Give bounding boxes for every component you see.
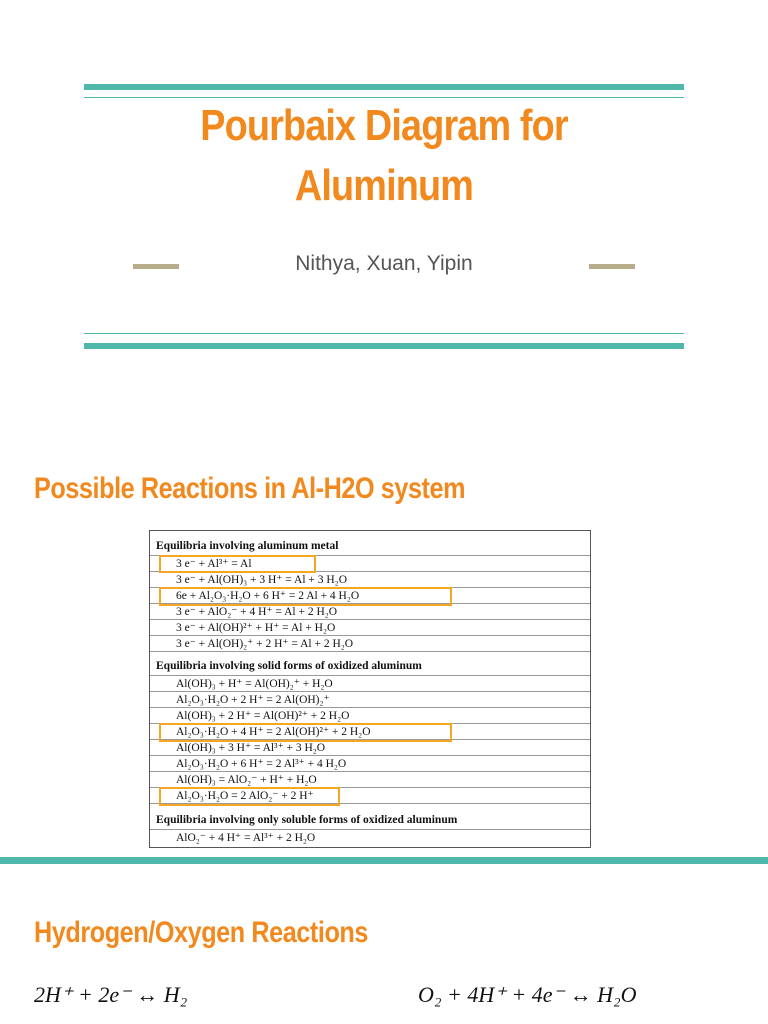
group-header-text: Equilibria involving only soluble forms of oxidized aluminum bbox=[156, 814, 458, 826]
left-dash bbox=[133, 264, 179, 269]
reactions-heading: Possible Reactions in Al-H2O system bbox=[34, 472, 466, 505]
title-line-1: Pourbaix Diagram for bbox=[200, 101, 568, 150]
table-row: 3 e⁻ + Al(OH)₂⁺ + 2 H⁺ = Al + 2 H₂O bbox=[150, 635, 590, 652]
authors: Nithya, Xuan, Yipin bbox=[295, 252, 473, 275]
table-row: 3 e⁻ + AlO₂⁻ + 4 H⁺ = Al + 2 H₂O bbox=[150, 603, 590, 620]
table-row: Al₂O₃·H₂O + 4 H⁺ = 2 Al(OH)²⁺ + 2 H₂O bbox=[150, 723, 590, 740]
oxygen-equation: O₂ + 4H⁺ + 4e⁻ ↔ H₂O bbox=[418, 982, 637, 1007]
slide-title bbox=[126, 96, 642, 216]
table-row: 3 e⁻ + Al³⁺ = Al bbox=[150, 555, 590, 572]
table-row: Al(OH)₃ = AlO₂⁻ + H⁺ + H₂O bbox=[150, 771, 590, 788]
table-group-header bbox=[150, 813, 590, 830]
highlight-box bbox=[159, 587, 452, 606]
table-row: Al₂O₃·H₂O + 2 H⁺ = 2 Al(OH)₂⁺ bbox=[150, 691, 590, 708]
table-row: Al(OH)₃ + 3 H⁺ = Al³⁺ + 3 H₂O bbox=[150, 739, 590, 756]
table-group-header bbox=[150, 539, 590, 556]
title-line-2: Aluminum bbox=[294, 161, 474, 210]
table-row: 6e + Al₂O₃·H₂O + 6 H⁺ = 2 Al + 4 H₂O bbox=[150, 587, 590, 604]
bottom-rule-thin bbox=[84, 333, 684, 334]
highlight-box bbox=[159, 723, 452, 742]
table-group-header bbox=[150, 659, 590, 676]
reactions-table bbox=[149, 530, 591, 848]
section-divider bbox=[0, 857, 768, 864]
table-row: Al(OH)₃ + 2 H⁺ = Al(OH)²⁺ + 2 H₂O bbox=[150, 707, 590, 724]
table-row: Al₂O₃·H₂O + 6 H⁺ = 2 Al³⁺ + 4 H₂O bbox=[150, 755, 590, 772]
highlight-box bbox=[159, 787, 340, 806]
table-row: AlO₂⁻ + 4 H⁺ = Al³⁺ + 2 H₂O bbox=[176, 832, 316, 844]
bottom-rule-thick bbox=[84, 343, 684, 349]
table-row: 3 e⁻ + Al(OH)₃ + 3 H⁺ = Al + 3 H₂O bbox=[150, 571, 590, 588]
table-row: 3 e⁻ + Al(OH)²⁺ + H⁺ = Al + H₂O bbox=[150, 619, 590, 636]
group-header-text: Equilibria involving aluminum metal bbox=[156, 540, 339, 552]
top-rule-thick bbox=[84, 84, 684, 90]
highlight-box bbox=[159, 555, 316, 573]
group-header-text: Equilibria involving solid forms of oxidized aluminum bbox=[156, 660, 422, 672]
right-dash bbox=[589, 264, 635, 269]
table-row: Al₂O₃·H₂O = 2 AlO₂⁻ + 2 H⁺ bbox=[150, 787, 590, 804]
hydrogen-oxygen-heading: Hydrogen/Oxygen Reactions bbox=[34, 916, 368, 949]
table-row: Al(OH)₃ + H⁺ = Al(OH)₂⁺ + H₂O bbox=[150, 675, 590, 692]
hydrogen-equation: 2H⁺ + 2e⁻ ↔ H₂ bbox=[34, 982, 188, 1007]
